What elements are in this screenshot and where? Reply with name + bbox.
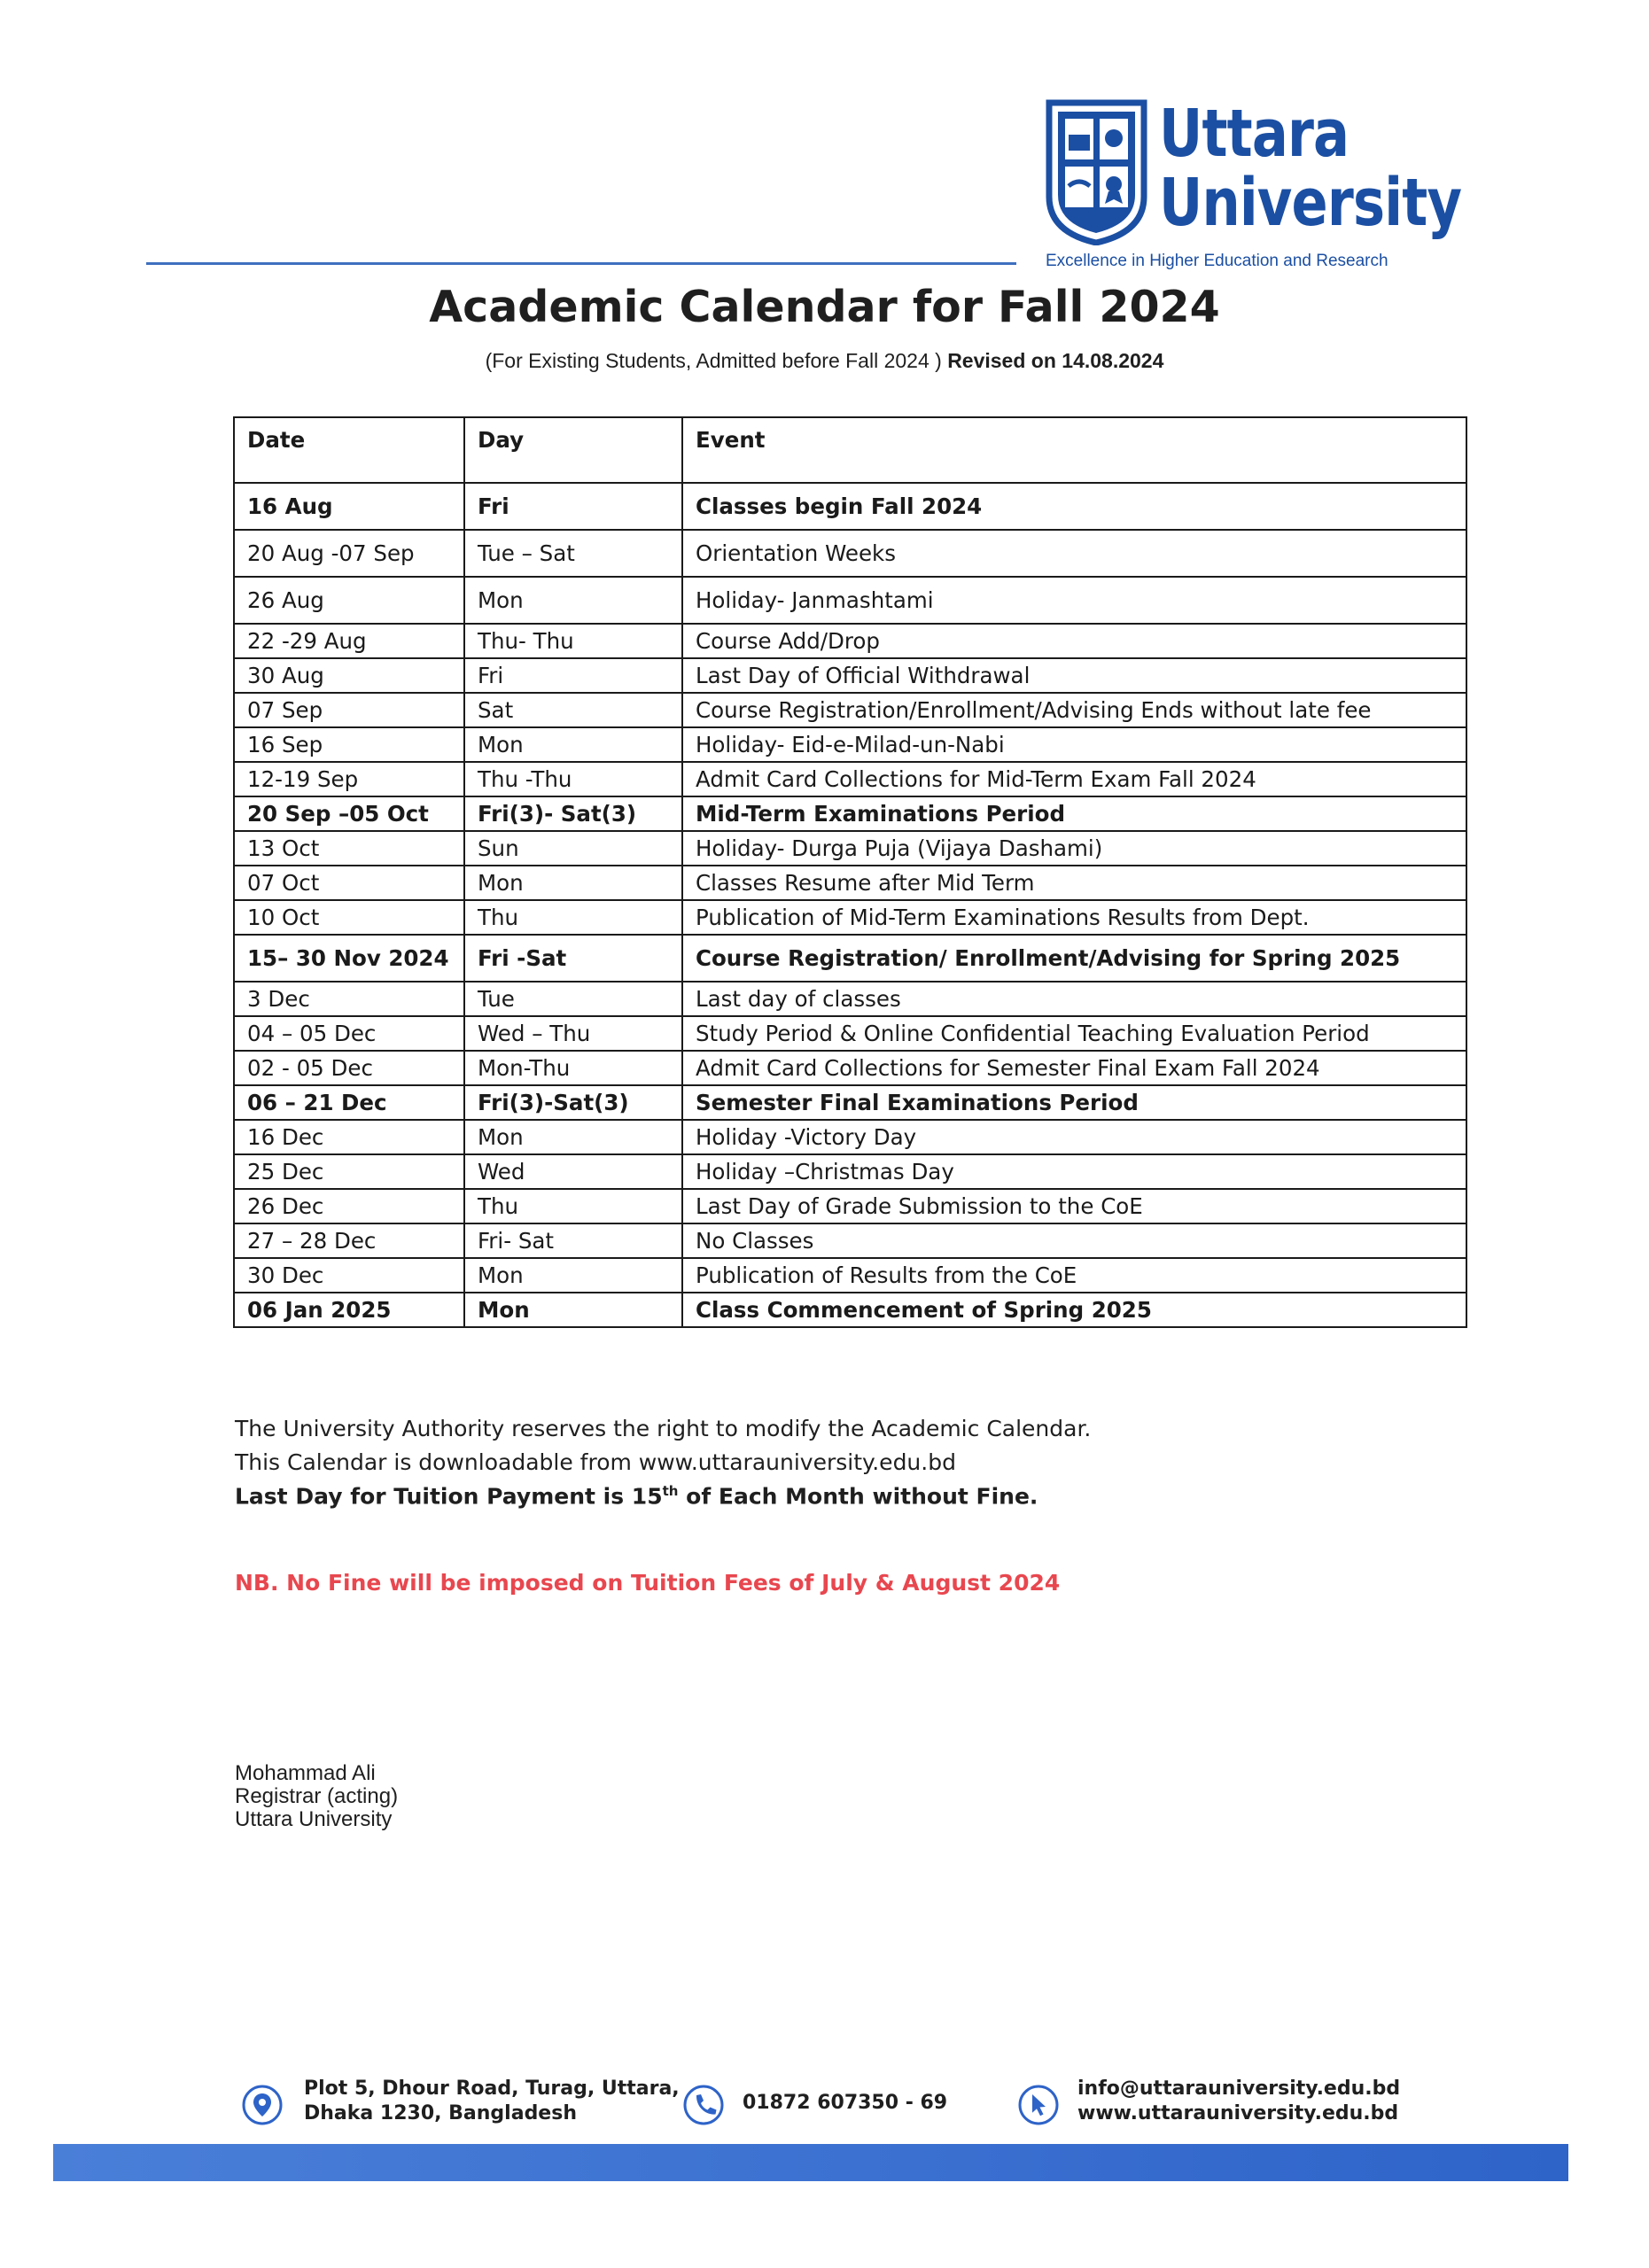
cell-event: Semester Final Examinations Period (682, 1085, 1466, 1120)
tuition-note-text-end: of Each Month without Fine. (678, 1483, 1038, 1510)
cell-date: 04 – 05 Dec (234, 1016, 464, 1051)
cell-event: Holiday- Durga Puja (Vijaya Dashami) (682, 831, 1466, 866)
footer-email[interactable]: info@uttarauniversity.edu.bd (1077, 2078, 1401, 2100)
table-row (234, 1258, 1466, 1293)
phone-icon (682, 2084, 725, 2126)
note-modify-rights: The University Authority reserves the right to modify the Academic Calendar. (235, 1416, 1092, 1441)
cell-event: Last Day of Official Withdrawal (682, 658, 1466, 693)
cell-date: 26 Aug (234, 577, 464, 624)
table-row (234, 831, 1466, 866)
table-row (234, 1189, 1466, 1223)
cell-day: Sun (464, 831, 682, 866)
cell-date: 27 – 28 Dec (234, 1223, 464, 1258)
table-body (234, 483, 1466, 1327)
cell-day: Mon (464, 1293, 682, 1327)
table-row (234, 483, 1466, 530)
table-row (234, 762, 1466, 796)
table-row (234, 1085, 1466, 1120)
address-line-2: Dhaka 1230, Bangladesh (304, 2102, 577, 2124)
cell-event: Holiday –Christmas Day (682, 1154, 1466, 1189)
cell-event: Orientation Weeks (682, 530, 1466, 577)
page-title: Academic Calendar for Fall 2024 (429, 282, 1220, 332)
footer-bar (53, 2144, 1568, 2181)
cell-event: Study Period & Online Confidential Teaching Evaluation Period (682, 1016, 1466, 1051)
cell-event: Course Registration/ Enrollment/Advising for Spring 2025 (682, 935, 1466, 982)
cell-date: 12-19 Sep (234, 762, 464, 796)
cell-date: 20 Aug -07 Sep (234, 530, 464, 577)
cell-date: 20 Sep –05 Oct (234, 796, 464, 831)
cell-day: Fri -Sat (464, 935, 682, 982)
cell-day: Wed – Thu (464, 1016, 682, 1051)
cell-event: Last day of classes (682, 982, 1466, 1016)
table-row (234, 1223, 1466, 1258)
table-header-row (234, 417, 1466, 483)
cell-event: Course Add/Drop (682, 624, 1466, 658)
cell-day: Fri(3)- Sat(3) (464, 796, 682, 831)
footer-website[interactable]: www.uttarauniversity.edu.bd (1077, 2102, 1399, 2124)
tuition-note-text: Last Day for Tuition Payment is 15 (235, 1483, 663, 1510)
column-header-day: Day (464, 417, 682, 483)
cell-date: 13 Oct (234, 831, 464, 866)
cell-event: Publication of Mid-Term Examinations Results from Dept. (682, 900, 1466, 935)
cell-date: 06 – 21 Dec (234, 1085, 464, 1120)
cell-day: Thu -Thu (464, 762, 682, 796)
cell-event: Holiday- Eid-e-Milad-un-Nabi (682, 727, 1466, 762)
table-row (234, 982, 1466, 1016)
university-name-line1: Uttara (1159, 96, 1350, 172)
cell-date: 26 Dec (234, 1189, 464, 1223)
signatory-name: Mohammad Ali (235, 1761, 376, 1785)
cell-event: Mid-Term Examinations Period (682, 796, 1466, 831)
table-row (234, 1051, 1466, 1085)
cell-date: 30 Aug (234, 658, 464, 693)
table-row (234, 900, 1466, 935)
header-divider (146, 262, 1016, 265)
crest-icon (1046, 99, 1147, 245)
table-row (234, 727, 1466, 762)
table-row (234, 624, 1466, 658)
cell-event: Course Registration/Enrollment/Advising Ends without late fee (682, 693, 1466, 727)
table-row (234, 1016, 1466, 1051)
cell-event: Holiday- Janmashtami (682, 577, 1466, 624)
nb-notice: NB. No Fine will be imposed on Tuition Fees of July & August 2024 (235, 1570, 1061, 1596)
cell-date: 06 Jan 2025 (234, 1293, 464, 1327)
page-subtitle (0, 349, 1649, 373)
cell-date: 25 Dec (234, 1154, 464, 1189)
cell-date: 22 -29 Aug (234, 624, 464, 658)
note-download: This Calendar is downloadable from www.uttarauniversity.edu.bd (235, 1449, 956, 1475)
table-row (234, 1154, 1466, 1189)
cell-date: 30 Dec (234, 1258, 464, 1293)
cell-day: Thu (464, 900, 682, 935)
cell-event: Publication of Results from the CoE (682, 1258, 1466, 1293)
tuition-note-ordinal: th (662, 1483, 679, 1499)
cell-day: Mon (464, 866, 682, 900)
table-row (234, 693, 1466, 727)
cell-date: 02 - 05 Dec (234, 1051, 464, 1085)
cell-day: Mon (464, 727, 682, 762)
table-row (234, 530, 1466, 577)
academic-calendar-table (233, 416, 1467, 1328)
university-name-line2: University (1159, 165, 1462, 241)
cell-day: Mon (464, 1258, 682, 1293)
cell-date: 15– 30 Nov 2024 (234, 935, 464, 982)
cell-day: Fri(3)-Sat(3) (464, 1085, 682, 1120)
cell-event: No Classes (682, 1223, 1466, 1258)
subtitle-text: (For Existing Students, Admitted before Fall 2024 ) (485, 349, 942, 372)
cell-event: Class Commencement of Spring 2025 (682, 1293, 1466, 1327)
address-line-1: Plot 5, Dhour Road, Turag, Uttara, (304, 2078, 680, 2100)
cell-day: Fri (464, 483, 682, 530)
cell-day: Tue – Sat (464, 530, 682, 577)
university-tagline: Excellence in Higher Education and Research (1046, 252, 1388, 270)
cell-date: 07 Oct (234, 866, 464, 900)
signatory-organization: Uttara University (235, 1807, 393, 1831)
cell-date: 07 Sep (234, 693, 464, 727)
table-row (234, 577, 1466, 624)
cell-date: 16 Aug (234, 483, 464, 530)
cell-day: Thu- Thu (464, 624, 682, 658)
cell-day: Fri (464, 658, 682, 693)
table-row (234, 1293, 1466, 1327)
location-pin-icon (241, 2084, 284, 2126)
revised-date: Revised on 14.08.2024 (947, 349, 1164, 372)
cell-event: Holiday -Victory Day (682, 1120, 1466, 1154)
cell-event: Admit Card Collections for Semester Final Exam Fall 2024 (682, 1051, 1466, 1085)
footer-phone: 01872 607350 - 69 (743, 2092, 948, 2114)
table-row (234, 1120, 1466, 1154)
cell-event: Classes begin Fall 2024 (682, 483, 1466, 530)
cell-date: 16 Dec (234, 1120, 464, 1154)
cell-date: 3 Dec (234, 982, 464, 1016)
table-row (234, 935, 1466, 982)
cell-event: Last Day of Grade Submission to the CoE (682, 1189, 1466, 1223)
cell-event: Classes Resume after Mid Term (682, 866, 1466, 900)
cell-day: Mon (464, 1120, 682, 1154)
cell-day: Fri- Sat (464, 1223, 682, 1258)
cell-day: Tue (464, 982, 682, 1016)
signatory-title: Registrar (acting) (235, 1784, 399, 1808)
university-logo (1046, 96, 1462, 276)
table-row (234, 796, 1466, 831)
cell-day: Thu (464, 1189, 682, 1223)
table-row (234, 866, 1466, 900)
cell-day: Wed (464, 1154, 682, 1189)
column-header-event: Event (682, 417, 1466, 483)
table-row (234, 658, 1466, 693)
cell-event: Admit Card Collections for Mid-Term Exam Fall 2024 (682, 762, 1466, 796)
cell-day: Mon (464, 577, 682, 624)
cell-day: Sat (464, 693, 682, 727)
cursor-icon (1017, 2084, 1060, 2126)
cell-day: Mon-Thu (464, 1051, 682, 1085)
cell-date: 10 Oct (234, 900, 464, 935)
column-header-date: Date (234, 417, 464, 483)
footer-address (304, 2077, 680, 2126)
cell-date: 16 Sep (234, 727, 464, 762)
footer-contact (1077, 2077, 1400, 2126)
note-tuition-deadline (235, 1483, 1038, 1509)
